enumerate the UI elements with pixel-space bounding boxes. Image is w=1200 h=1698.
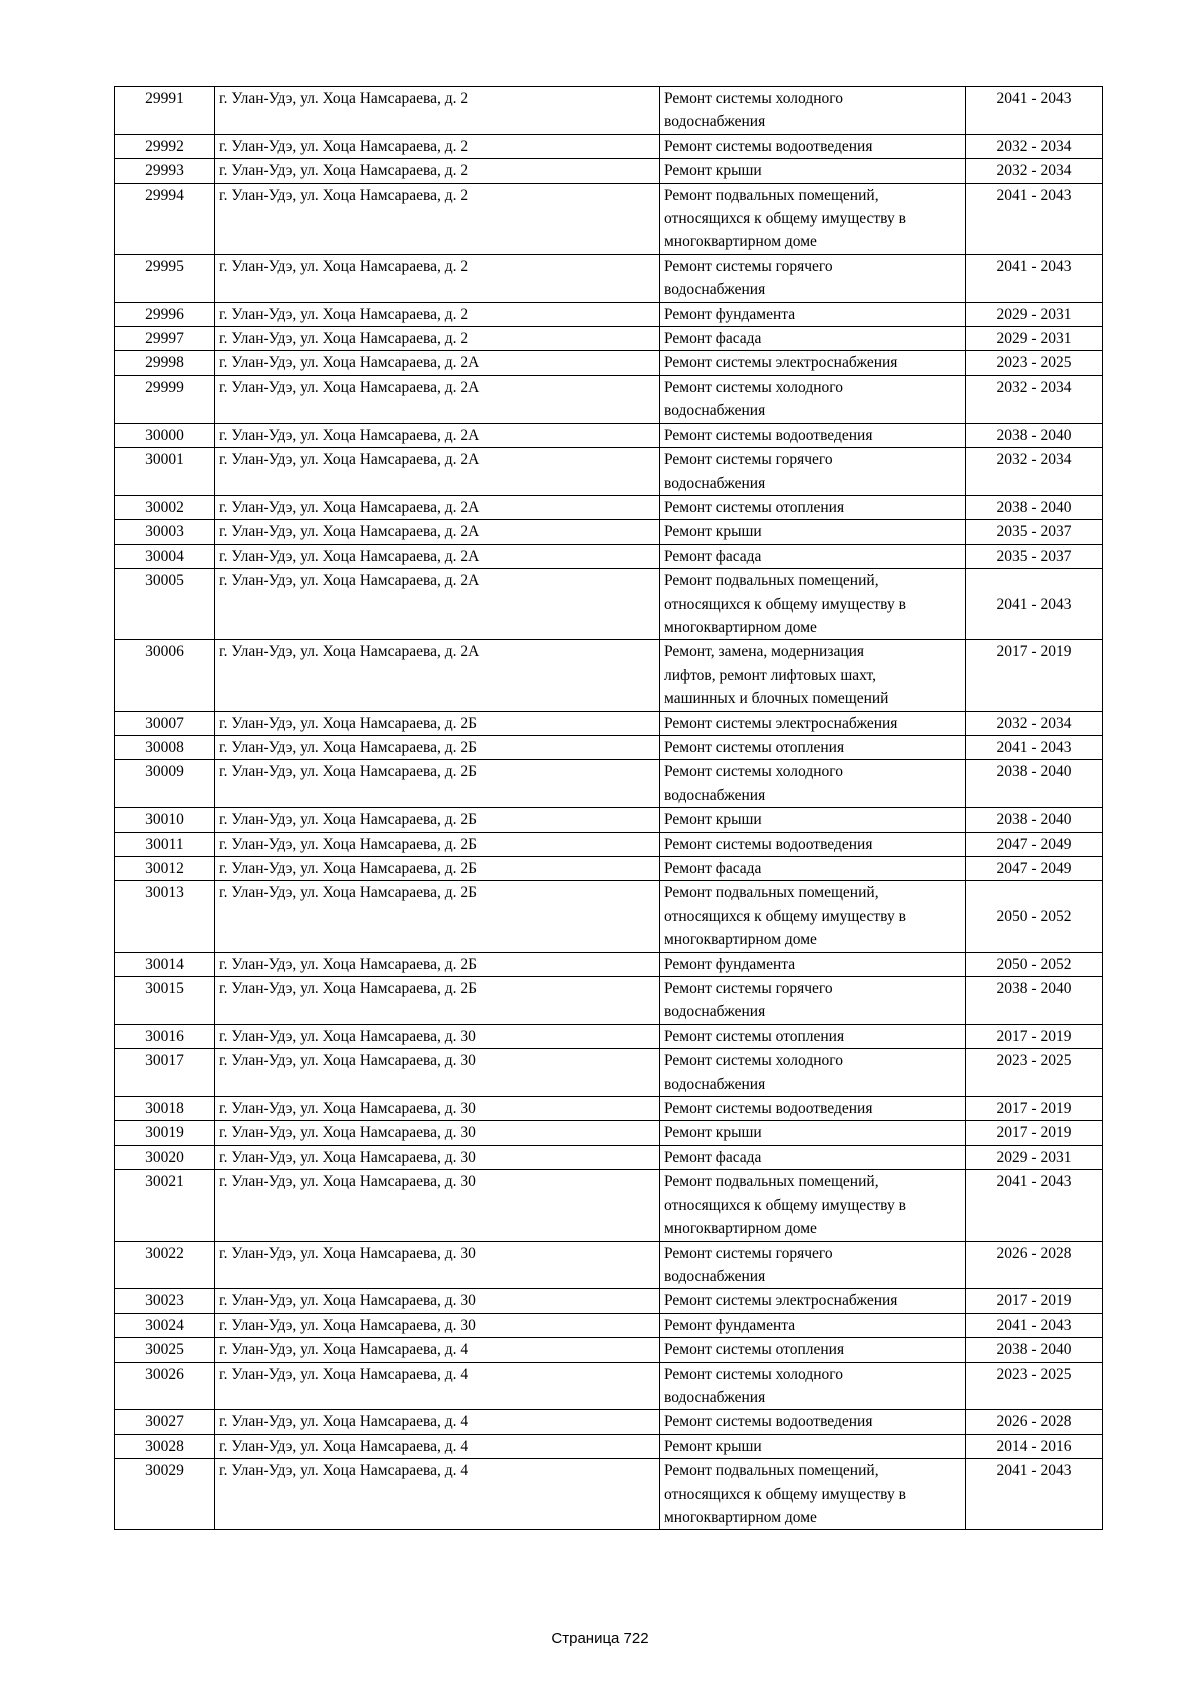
row-number-cell: 30012 — [115, 857, 215, 881]
address-cell: г. Улан-Удэ, ул. Хоца Намсараева, д. 2 — [215, 159, 660, 183]
work-type-cell: Ремонт системы отопления — [660, 735, 966, 759]
table-row — [115, 1289, 1103, 1313]
address-cell: г. Улан-Удэ, ул. Хоца Намсараева, д. 30 — [215, 1049, 660, 1097]
address-cell: г. Улан-Удэ, ул. Хоца Намсараева, д. 2Б — [215, 857, 660, 881]
row-number-cell: 30010 — [115, 808, 215, 832]
row-number-cell: 30019 — [115, 1121, 215, 1145]
period-cell: 2041 - 2043 — [966, 1459, 1103, 1530]
work-type-cell: Ремонт системы холодного водоснабжения — [660, 1049, 966, 1097]
period-cell: 2017 - 2019 — [966, 640, 1103, 711]
work-type-cell: Ремонт системы холодного водоснабжения — [660, 375, 966, 423]
work-type-cell: Ремонт подвальных помещений, относящихся к общему имуществу в многоквартирном доме — [660, 569, 966, 640]
row-number-cell: 29999 — [115, 375, 215, 423]
work-type-cell: Ремонт системы водоотведения — [660, 1410, 966, 1434]
address-cell: г. Улан-Удэ, ул. Хоца Намсараева, д. 2А — [215, 520, 660, 544]
work-type-cell: Ремонт системы водоотведения — [660, 423, 966, 447]
work-type-cell: Ремонт системы горячего водоснабжения — [660, 254, 966, 302]
row-number-cell: 30024 — [115, 1313, 215, 1337]
table-row — [115, 302, 1103, 326]
row-number-cell: 30028 — [115, 1434, 215, 1458]
work-type-cell: Ремонт подвальных помещений, относящихся к общему имуществу в многоквартирном доме — [660, 183, 966, 254]
work-type-cell: Ремонт крыши — [660, 520, 966, 544]
table-row — [115, 134, 1103, 158]
table-row — [115, 351, 1103, 375]
work-type-cell: Ремонт системы горячего водоснабжения — [660, 448, 966, 496]
table-row — [115, 495, 1103, 519]
work-type-cell: Ремонт системы отопления — [660, 495, 966, 519]
table-row — [115, 881, 1103, 952]
address-cell: г. Улан-Удэ, ул. Хоца Намсараева, д. 2А — [215, 640, 660, 711]
table-row — [115, 87, 1103, 135]
address-cell: г. Улан-Удэ, ул. Хоца Намсараева, д. 2Б — [215, 832, 660, 856]
work-type-cell: Ремонт фундамента — [660, 1313, 966, 1337]
table-row — [115, 1362, 1103, 1410]
work-type-cell: Ремонт подвальных помещений, относящихся к общему имуществу в многоквартирном доме — [660, 1459, 966, 1530]
period-cell: 2023 - 2025 — [966, 351, 1103, 375]
table-row — [115, 375, 1103, 423]
work-type-cell: Ремонт подвальных помещений, относящихся к общему имуществу в многоквартирном доме — [660, 1170, 966, 1241]
period-cell: 2017 - 2019 — [966, 1097, 1103, 1121]
period-cell: 2032 - 2034 — [966, 134, 1103, 158]
period-cell: 2038 - 2040 — [966, 977, 1103, 1025]
work-type-cell: Ремонт подвальных помещений, относящихся к общему имуществу в многоквартирном доме — [660, 881, 966, 952]
row-number-cell: 29997 — [115, 327, 215, 351]
period-cell: 2032 - 2034 — [966, 711, 1103, 735]
work-type-cell: Ремонт системы горячего водоснабжения — [660, 1241, 966, 1289]
row-number-cell: 29995 — [115, 254, 215, 302]
period-cell: 2038 - 2040 — [966, 423, 1103, 447]
period-cell: 2032 - 2034 — [966, 448, 1103, 496]
address-cell: г. Улан-Удэ, ул. Хоца Намсараева, д. 2Б — [215, 952, 660, 976]
address-cell: г. Улан-Удэ, ул. Хоца Намсараева, д. 2А — [215, 448, 660, 496]
work-type-cell: Ремонт системы холодного водоснабжения — [660, 1362, 966, 1410]
table-row — [115, 1049, 1103, 1097]
period-cell: 2041 - 2043 — [966, 87, 1103, 135]
address-cell: г. Улан-Удэ, ул. Хоца Намсараева, д. 30 — [215, 1289, 660, 1313]
work-type-cell: Ремонт системы электроснабжения — [660, 351, 966, 375]
period-cell: 2017 - 2019 — [966, 1289, 1103, 1313]
address-cell: г. Улан-Удэ, ул. Хоца Намсараева, д. 2Б — [215, 808, 660, 832]
period-cell: 2023 - 2025 — [966, 1049, 1103, 1097]
period-cell: 2038 - 2040 — [966, 495, 1103, 519]
work-type-cell: Ремонт фасада — [660, 327, 966, 351]
address-cell: г. Улан-Удэ, ул. Хоца Намсараева, д. 2 — [215, 134, 660, 158]
table-row — [115, 952, 1103, 976]
period-cell: 2041 - 2043 — [966, 183, 1103, 254]
row-number-cell: 29992 — [115, 134, 215, 158]
period-cell: 2050 - 2052 — [966, 952, 1103, 976]
row-number-cell: 30018 — [115, 1097, 215, 1121]
address-cell: г. Улан-Удэ, ул. Хоца Намсараева, д. 30 — [215, 1097, 660, 1121]
period-cell: 2017 - 2019 — [966, 1121, 1103, 1145]
table-row — [115, 735, 1103, 759]
row-number-cell: 30026 — [115, 1362, 215, 1410]
table-row — [115, 1097, 1103, 1121]
table-row — [115, 640, 1103, 711]
address-cell: г. Улан-Удэ, ул. Хоца Намсараева, д. 2Б — [215, 711, 660, 735]
period-cell: 2029 - 2031 — [966, 1145, 1103, 1169]
table-row — [115, 1313, 1103, 1337]
row-number-cell: 29998 — [115, 351, 215, 375]
row-number-cell: 29996 — [115, 302, 215, 326]
table-row — [115, 1410, 1103, 1434]
table-row — [115, 544, 1103, 568]
row-number-cell: 30003 — [115, 520, 215, 544]
table-row — [115, 808, 1103, 832]
address-cell: г. Улан-Удэ, ул. Хоца Намсараева, д. 30 — [215, 1121, 660, 1145]
work-type-cell: Ремонт, замена, модернизация лифтов, ремонт лифтовых шахт, машинных и блочных помещений — [660, 640, 966, 711]
table-row — [115, 1145, 1103, 1169]
address-cell: г. Улан-Удэ, ул. Хоца Намсараева, д. 2 — [215, 254, 660, 302]
row-number-cell: 30023 — [115, 1289, 215, 1313]
table-row — [115, 1024, 1103, 1048]
address-cell: г. Улан-Удэ, ул. Хоца Намсараева, д. 2А — [215, 569, 660, 640]
table-row — [115, 711, 1103, 735]
table-row — [115, 520, 1103, 544]
row-number-cell: 30016 — [115, 1024, 215, 1048]
work-type-cell: Ремонт системы холодного водоснабжения — [660, 87, 966, 135]
row-number-cell: 30020 — [115, 1145, 215, 1169]
address-cell: г. Улан-Удэ, ул. Хоца Намсараева, д. 2А — [215, 544, 660, 568]
address-cell: г. Улан-Удэ, ул. Хоца Намсараева, д. 2А — [215, 423, 660, 447]
work-type-cell: Ремонт системы водоотведения — [660, 1097, 966, 1121]
row-number-cell: 30014 — [115, 952, 215, 976]
row-number-cell: 29994 — [115, 183, 215, 254]
table-row — [115, 1170, 1103, 1241]
address-cell: г. Улан-Удэ, ул. Хоца Намсараева, д. 2 — [215, 87, 660, 135]
address-cell: г. Улан-Удэ, ул. Хоца Намсараева, д. 4 — [215, 1434, 660, 1458]
address-cell: г. Улан-Удэ, ул. Хоца Намсараева, д. 2Б — [215, 760, 660, 808]
table-body — [115, 87, 1103, 1530]
table-row — [115, 1338, 1103, 1362]
period-cell: 2026 - 2028 — [966, 1410, 1103, 1434]
row-number-cell: 30001 — [115, 448, 215, 496]
period-cell: 2041 - 2043 — [966, 735, 1103, 759]
work-type-cell: Ремонт фасада — [660, 544, 966, 568]
work-type-cell: Ремонт системы отопления — [660, 1024, 966, 1048]
row-number-cell: 30027 — [115, 1410, 215, 1434]
work-type-cell: Ремонт крыши — [660, 159, 966, 183]
address-cell: г. Улан-Удэ, ул. Хоца Намсараева, д. 4 — [215, 1362, 660, 1410]
work-type-cell: Ремонт фундамента — [660, 952, 966, 976]
work-type-cell: Ремонт системы отопления — [660, 1338, 966, 1362]
address-cell: г. Улан-Удэ, ул. Хоца Намсараева, д. 2А — [215, 495, 660, 519]
address-cell: г. Улан-Удэ, ул. Хоца Намсараева, д. 2 — [215, 327, 660, 351]
row-number-cell: 30029 — [115, 1459, 215, 1530]
period-cell: 2017 - 2019 — [966, 1024, 1103, 1048]
address-cell: г. Улан-Удэ, ул. Хоца Намсараева, д. 4 — [215, 1410, 660, 1434]
period-cell: 2035 - 2037 — [966, 544, 1103, 568]
work-type-cell: Ремонт системы горячего водоснабжения — [660, 977, 966, 1025]
work-type-cell: Ремонт системы водоотведения — [660, 134, 966, 158]
work-type-cell: Ремонт крыши — [660, 1121, 966, 1145]
row-number-cell: 30013 — [115, 881, 215, 952]
table-row — [115, 448, 1103, 496]
period-cell: 2047 - 2049 — [966, 857, 1103, 881]
table-row — [115, 760, 1103, 808]
period-cell: 2035 - 2037 — [966, 520, 1103, 544]
address-cell: г. Улан-Удэ, ул. Хоца Намсараева, д. 30 — [215, 1170, 660, 1241]
period-cell: 2029 - 2031 — [966, 327, 1103, 351]
work-schedule-table — [114, 86, 1103, 1530]
table-row — [115, 832, 1103, 856]
row-number-cell: 30000 — [115, 423, 215, 447]
work-type-cell: Ремонт системы электроснабжения — [660, 1289, 966, 1313]
row-number-cell: 29991 — [115, 87, 215, 135]
address-cell: г. Улан-Удэ, ул. Хоца Намсараева, д. 2Б — [215, 735, 660, 759]
address-cell: г. Улан-Удэ, ул. Хоца Намсараева, д. 30 — [215, 1145, 660, 1169]
period-cell: 2038 - 2040 — [966, 1338, 1103, 1362]
period-cell: 2041 - 2043 — [966, 254, 1103, 302]
address-cell: г. Улан-Удэ, ул. Хоца Намсараева, д. 2 — [215, 183, 660, 254]
table-row — [115, 977, 1103, 1025]
period-cell: 2032 - 2034 — [966, 159, 1103, 183]
row-number-cell: 29993 — [115, 159, 215, 183]
table-row — [115, 423, 1103, 447]
page-number: Страница 722 — [551, 1630, 649, 1647]
period-cell: 2026 - 2028 — [966, 1241, 1103, 1289]
period-cell: 2038 - 2040 — [966, 808, 1103, 832]
address-cell: г. Улан-Удэ, ул. Хоца Намсараева, д. 30 — [215, 1313, 660, 1337]
address-cell: г. Улан-Удэ, ул. Хоца Намсараева, д. 30 — [215, 1241, 660, 1289]
row-number-cell: 30006 — [115, 640, 215, 711]
address-cell: г. Улан-Удэ, ул. Хоца Намсараева, д. 2Б — [215, 881, 660, 952]
period-cell: 2041 - 2043 — [966, 569, 1103, 640]
row-number-cell: 30015 — [115, 977, 215, 1025]
table-row — [115, 159, 1103, 183]
row-number-cell: 30009 — [115, 760, 215, 808]
row-number-cell: 30005 — [115, 569, 215, 640]
work-type-cell: Ремонт фасада — [660, 857, 966, 881]
work-type-cell: Ремонт системы электроснабжения — [660, 711, 966, 735]
period-cell: 2029 - 2031 — [966, 302, 1103, 326]
work-type-cell: Ремонт крыши — [660, 1434, 966, 1458]
address-cell: г. Улан-Удэ, ул. Хоца Намсараева, д. 4 — [215, 1459, 660, 1530]
table-row — [115, 1241, 1103, 1289]
period-cell: 2041 - 2043 — [966, 1170, 1103, 1241]
row-number-cell: 30004 — [115, 544, 215, 568]
period-cell: 2014 - 2016 — [966, 1434, 1103, 1458]
table-row — [115, 254, 1103, 302]
table-row — [115, 1121, 1103, 1145]
row-number-cell: 30025 — [115, 1338, 215, 1362]
table-row — [115, 1434, 1103, 1458]
period-cell: 2038 - 2040 — [966, 760, 1103, 808]
address-cell: г. Улан-Удэ, ул. Хоца Намсараева, д. 2А — [215, 375, 660, 423]
table-row — [115, 569, 1103, 640]
period-cell: 2032 - 2034 — [966, 375, 1103, 423]
work-type-cell: Ремонт фасада — [660, 1145, 966, 1169]
table-row — [115, 327, 1103, 351]
address-cell: г. Улан-Удэ, ул. Хоца Намсараева, д. 2 — [215, 302, 660, 326]
period-cell: 2050 - 2052 — [966, 881, 1103, 952]
row-number-cell: 30022 — [115, 1241, 215, 1289]
address-cell: г. Улан-Удэ, ул. Хоца Намсараева, д. 2Б — [215, 977, 660, 1025]
work-type-cell: Ремонт фундамента — [660, 302, 966, 326]
row-number-cell: 30017 — [115, 1049, 215, 1097]
address-cell: г. Улан-Удэ, ул. Хоца Намсараева, д. 4 — [215, 1338, 660, 1362]
period-cell: 2041 - 2043 — [966, 1313, 1103, 1337]
period-cell: 2023 - 2025 — [966, 1362, 1103, 1410]
table-row — [115, 857, 1103, 881]
table-row — [115, 1459, 1103, 1530]
table-row — [115, 183, 1103, 254]
row-number-cell: 30002 — [115, 495, 215, 519]
row-number-cell: 30011 — [115, 832, 215, 856]
row-number-cell: 30021 — [115, 1170, 215, 1241]
work-type-cell: Ремонт системы холодного водоснабжения — [660, 760, 966, 808]
work-type-cell: Ремонт системы водоотведения — [660, 832, 966, 856]
row-number-cell: 30008 — [115, 735, 215, 759]
address-cell: г. Улан-Удэ, ул. Хоца Намсараева, д. 2А — [215, 351, 660, 375]
address-cell: г. Улан-Удэ, ул. Хоца Намсараева, д. 30 — [215, 1024, 660, 1048]
period-cell: 2047 - 2049 — [966, 832, 1103, 856]
work-type-cell: Ремонт крыши — [660, 808, 966, 832]
row-number-cell: 30007 — [115, 711, 215, 735]
